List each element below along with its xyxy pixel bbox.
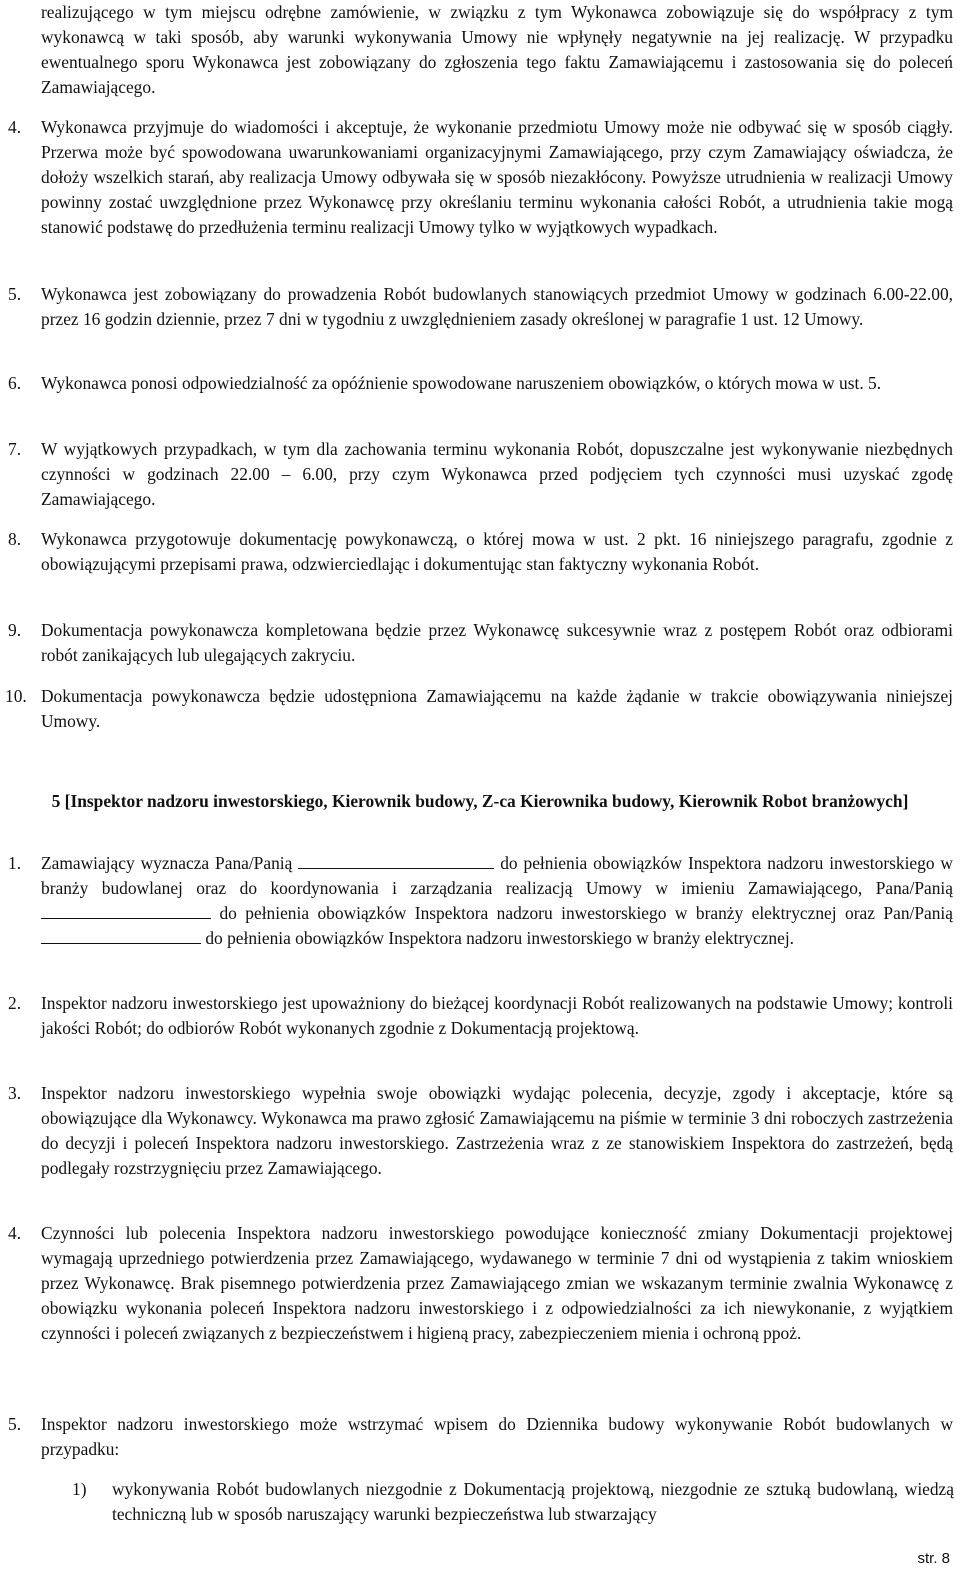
item-number: 4.: [8, 1223, 22, 1243]
list-item: [8, 371, 953, 396]
blank-line: [41, 901, 211, 919]
item-number: 10.: [5, 686, 27, 706]
item-number: 8.: [8, 529, 22, 549]
item-text: W wyjątkowych przypadkach, w tym dla zachowania terminu wykonania Robót, dopuszczalne jest wykonywanie niezbędnych czynności w godzinach 22.00 – 6.00, przy czym Wykonawca przed podjęciem tych czynności musi uzyskać zgodę Zamawiającego.: [41, 439, 953, 509]
item-number: 6.: [8, 373, 22, 393]
list-item: [5, 684, 953, 734]
item-text: Dokumentacja powykonawcza będzie udostępniona Zamawiającemu na każde żądanie w trakcie obowiązywania niniejszej Umowy.: [41, 686, 953, 731]
item-number: 2.: [8, 993, 22, 1013]
list-item: [8, 115, 953, 240]
list-item: [8, 437, 953, 512]
item-number: 9.: [8, 620, 22, 640]
item-text: Wykonawca przyjmuje do wiadomości i akceptuje, że wykonanie przedmiotu Umowy może nie odbywać się w sposób ciągły. Przerwa może być spowodowana uwarunkowaniami organizacyjnymi Zamawiającego, przy czym Zamawiający oświadcza, że dołoży wszelkich starań, aby realizacja Umowy odbywała się w sposób niezakłócony. Powyższe utrudnienia w realizacji Umowy powinny zostać uwzględnione przez Wykonawcę przy określaniu terminu wykonania całości Robót, a utrudnienia takie mogą stanowić podstawę do przedłużenia terminu realizacji Umowy tylko w wyjątkowych wypadkach.: [41, 117, 953, 237]
sub-list-item: [72, 1477, 954, 1527]
item-text: Inspektor nadzoru inwestorskiego jest upoważniony do bieżącej koordynacji Robót realizowanych na podstawie Umowy; kontroli jakości Robót; do odbiorów Robót wykonanych zgodnie z Dokumentacją projektową.: [41, 993, 953, 1038]
sub-item-text: wykonywania Robót budowlanych niezgodnie z Dokumentacją projektową, niezgodnie ze sztuką budowlaną, wiedzą techniczną lub w sposób naruszający warunki bezpieczeństwa lub stwarzający: [112, 1479, 954, 1524]
item-text-part: do pełnienia obowiązków Inspektora nadzoru inwestorskiego w branży elektrycznej.: [205, 928, 795, 948]
item-text-part: Zamawiający wyznacza Pana/Panią: [41, 853, 293, 873]
item-text: Wykonawca jest zobowiązany do prowadzenia Robót budowlanych stanowiących przedmiot Umowy w godzinach 6.00-22.00, przez 16 godzin dziennie, przez 7 dni w tygodniu z uwzględnieniem zasady określonej w paragrafie 1 ust. 12 Umowy.: [41, 284, 953, 329]
item-number: 1.: [8, 853, 22, 873]
item-text: Dokumentacja powykonawcza kompletowana będzie przez Wykonawcę sukcesywnie wraz z postępem Robót oraz odbiorami robót zanikających lub ulegających zakryciu.: [41, 620, 953, 665]
item-text-part: do pełnienia obowiązków Inspektora nadzoru inwestorskiego w branży budowlanej oraz do koordynowania i zarządzania realizacją Umowy w imieniu Zamawiającego, Pana/Panią: [41, 853, 953, 898]
item-text: Inspektor nadzoru inwestorskiego wypełnia swoje obowiązki wydając polecenia, decyzje, zgody i akceptacje, które są obowiązujące dla Wykonawcy. Wykonawca ma prawo zgłosić Zamawiającemu na piśmie w terminie 3 dni roboczych zastrzeżenia do decyzji i poleceń Inspektora nadzoru inwestorskiego. Zastrzeżenia wraz z ze stanowiskiem Inspektora do zastrzeżeń, będą podlegały rozstrzygnięciu przez Zamawiającego.: [41, 1083, 953, 1178]
item-text: Wykonawca przygotowuje dokumentację powykonawczą, o której mowa w ust. 2 pkt. 16 niniejszego paragrafu, zgodnie z obowiązującymi przepisami prawa, odzwierciedlając i dokumentując stan faktyczny wykonania Robót.: [41, 529, 953, 574]
sub-item-number: 1): [72, 1479, 87, 1499]
item-text: Czynności lub polecenia Inspektora nadzoru inwestorskiego powodujące konieczność zmiany Dokumentacji projektowej wymagają uprzedniego potwierdzenia przez Zamawiającego, wydawanego w terminie 7 dni od wystąpienia z takim wnioskiem przez Wykonawcę. Brak pisemnego potwierdzenia przez Zamawiającego zmian we wskazanym terminie zwalnia Wykonawcę z obowiązku wykonania poleceń Inspektora nadzoru inwestorskiego i z odpowiedzialności za ich niewykonanie, z wyjątkiem czynności i poleceń związanych z bezpieczeństwem i higieną pracy, zabezpieczeniem mienia i ochroną ppoż.: [41, 1223, 953, 1343]
list-item: [8, 1221, 953, 1346]
item-number: 3.: [8, 1083, 22, 1103]
item-text-part: do pełnienia obowiązków Inspektora nadzoru inwestorskiego w branży elektrycznej oraz Pan/Panią: [219, 903, 953, 923]
list-item: [8, 991, 953, 1041]
list-item: [8, 1412, 953, 1462]
page-number: str. 8: [917, 1550, 950, 1567]
section-title: 5 [Inspektor nadzoru inwestorskiego, Kierownik budowy, Z-ca Kierownika budowy, Kierownik Robot branżowych]: [51, 791, 909, 811]
list-item: [8, 618, 953, 668]
list-item: [8, 527, 953, 577]
intro-paragraph: realizującego w tym miejscu odrębne zamówienie, w związku z tym Wykonawca zobowiązuje się do współpracy z tym wykonawcą w taki sposób, aby warunki wykonywania Umowy nie wpłynęły negatywnie na jej realizację. W przypadku ewentualnego sporu Wykonawca jest zobowiązany do zgłoszenia tego faktu Zamawiającemu i zastosowania się do poleceń Zamawiającego.: [41, 2, 953, 97]
item-number: 5.: [8, 284, 22, 304]
item-text: Inspektor nadzoru inwestorskiego może wstrzymać wpisem do Dziennika budowy wykonywanie Robót budowlanych w przypadku:: [41, 1414, 953, 1459]
item-number: 5.: [8, 1414, 22, 1434]
item-number: 4.: [8, 117, 22, 137]
blank-line: [41, 926, 201, 944]
blank-line: [298, 851, 494, 869]
list-item: [8, 1081, 953, 1181]
item-number: 7.: [8, 439, 22, 459]
item-text: Wykonawca ponosi odpowiedzialność za opóźnienie spowodowane naruszeniem obowiązków, o których mowa w ust. 5.: [41, 373, 882, 393]
list-item: [8, 282, 953, 332]
list-item: [8, 851, 953, 951]
item-text: [41, 851, 953, 951]
